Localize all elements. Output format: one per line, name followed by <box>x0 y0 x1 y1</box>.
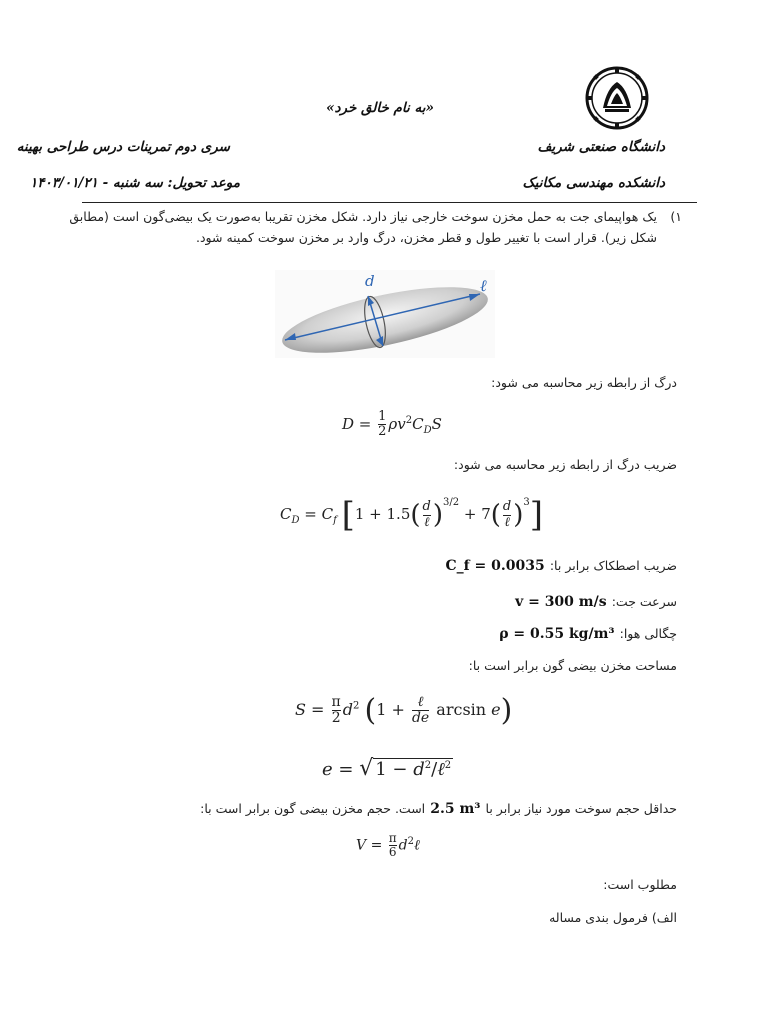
faculty-name: دانشکده مهندسی مکانیک <box>522 175 665 191</box>
eccentricity-equation: e = √ $1 - d^2/\ell^2$ <box>322 756 452 781</box>
volume-row <box>200 798 677 817</box>
density-value: ρ = 0.55 kg/m³ <box>499 626 615 642</box>
drag-intro: درگ از رابطه زیر محاسبه می شود: <box>491 375 677 390</box>
problem-intro-line-1: یک هواپیمای جت به حمل مخزن سوخت خارجی نیاز دارد. شکل مخزن تقریبا به‌صورت یک بیضی‌گون است (مطابق <box>69 209 657 224</box>
problem-intro-line-2: شکل زیر). قرار است با تغییر طول و قطر مخزن، درگ وارد بر مخزن سوخت کمینه شود. <box>196 230 657 245</box>
university-logo <box>585 66 649 130</box>
drag-equation: D = $\frac{1}{2}$ $\rho v^2C_DS$ <box>342 409 442 440</box>
cf-value: C_f = 0.0035 <box>445 558 545 574</box>
volume-value: 2.5 m³ <box>430 801 481 817</box>
area-equation: S = $\frac{\pi}{2}$ $d^2$ (1 + $\frac{\text{ℓ}}{de}$ arcsin e) <box>295 693 513 728</box>
volume-suffix: است. حجم مخزن بیضی گون برابر است با: <box>200 801 426 816</box>
header-divider <box>82 202 697 203</box>
velocity-label: سرعت جت: <box>611 594 677 609</box>
basmala: «به نام خالق خرد» <box>326 100 434 116</box>
cf-label: ضریب اصطکاک برابر با: <box>549 558 677 573</box>
problem-number: ۱) <box>670 209 682 224</box>
cd-intro: ضریب درگ از رابطه زیر محاسبه می شود: <box>453 457 677 472</box>
volume-equation: V = $\frac{\pi}{6}$ $d^2\ell$ <box>356 831 420 860</box>
length-label: ℓ <box>480 276 487 295</box>
diameter-label: d <box>365 272 375 290</box>
velocity-value: v = 300 m/s <box>515 594 607 610</box>
velocity-row <box>380 591 677 610</box>
volume-prefix: حداقل حجم سوخت مورد نیاز برابر با <box>485 801 677 816</box>
cf-row <box>380 555 677 574</box>
course-series: سری دوم تمرینات درس طراحی بهینه <box>16 139 230 155</box>
density-label: چگالی هوا: <box>619 626 677 641</box>
cd-equation: $C_D = C_f$ [1 + 1.5( $\frac{d}{\text{ℓ}}$ )$^{3/2}$ + 7( $\frac{d}{\text{ℓ}}$ )$^3$] <box>280 495 544 535</box>
area-intro: مساحت مخزن بیضی گون برابر است با: <box>468 658 677 673</box>
ellipsoid-figure <box>275 270 495 358</box>
university-name: دانشگاه صنعتی شریف <box>537 139 665 155</box>
part-a: الف) فرمول بندی مساله <box>549 910 677 925</box>
sharif-university-seal-icon <box>585 66 649 130</box>
density-row <box>380 623 677 642</box>
required-label: مطلوب است: <box>603 877 677 892</box>
deadline: موعد تحویل: سه شنبه - ۱۴۰۳/۰۱/۲۱ <box>30 175 240 191</box>
